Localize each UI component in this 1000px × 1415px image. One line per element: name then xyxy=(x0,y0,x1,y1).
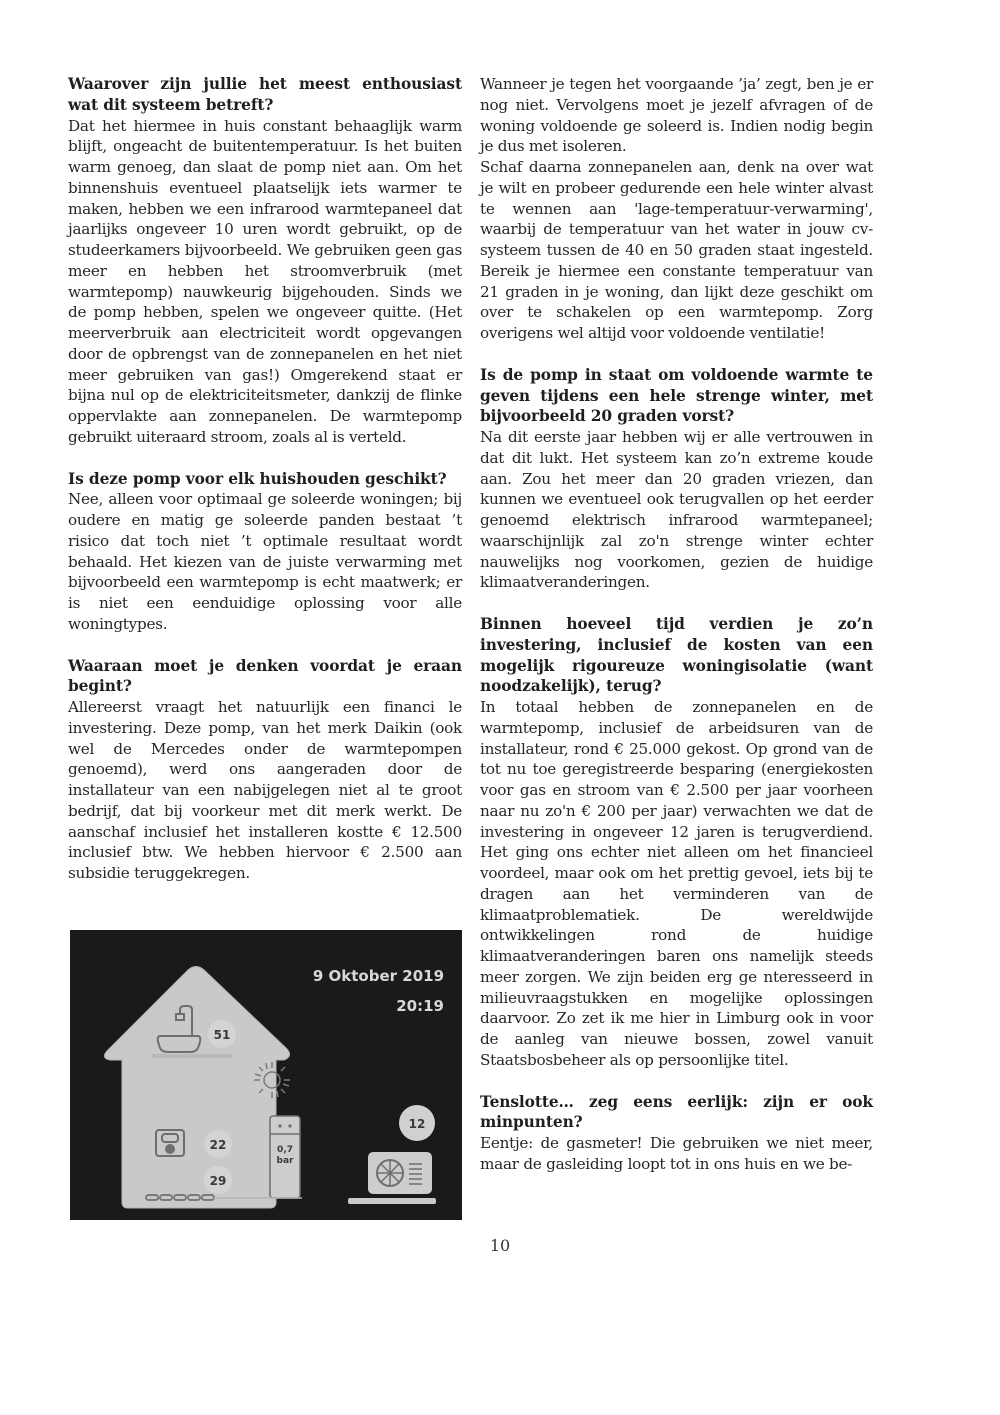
page-number: 10 xyxy=(489,1236,511,1255)
room-temp: 22 xyxy=(209,1138,227,1152)
outdoor-fan-unit-icon xyxy=(348,1152,436,1204)
intro-paragraph-1: Wanneer je tegen het voorgaande ’ja’ zegt, ben je er nog niet. Vervolgens moet je jezelf afvragen of de woning voldoende ge soleerd is. Indien nodig begin je dus met isoleren. xyxy=(480,75,873,156)
section-heading-before-start: Waaraan moet je denken voordat je eraan begint? xyxy=(68,656,462,696)
heat-pump-display-photo xyxy=(70,930,462,1220)
pressure-value: 0,7 xyxy=(277,1145,293,1155)
section-heading-strong-winter: Is de pomp in staat om voldoende warmte te geven tijdens een hele strenge winter, met bijvoorbeeld 20 graden vorst? xyxy=(480,365,873,426)
spacer xyxy=(68,635,462,656)
section-heading-suitability: Is deze pomp voor elk huishouden geschikt? xyxy=(68,469,447,488)
section-body-enthusiasm: Dat het hiermee in huis constant behaaglijk warm blijft, ongeacht de buitentemperatuur. Is het buiten warm genoeg, dan slaat de pomp niet aan. Om het binnenshuis eventueel plaatselijk iets warmer te maken, hebben we een infrarood warmtepaneel dat jaarlijks ongeveer 10 uren wordt gebruikt, op de studeerkamers bijvoorbeeld. We gebruiken geen gas meer en hebben het stroomverbruik (met warmtepomp) nauwkeurig bijgehouden. Sinds we de pomp hebben, spelen we ongeveer quitte. (Het meerverbruik aan electriciteit wordt opgevangen door de opbrengst van de zonnepanelen en het niet meer gebruiken van gas!) Omgerekend staat er bijna nul op de elektriciteitsmeter, dankzij de flinke oppervlakte aan zonnepanelen. De warmtepomp gebruikt uiteraard stroom, zoals al is verteld. xyxy=(68,116,462,446)
display-time: 20:19 xyxy=(396,997,444,1015)
spacer xyxy=(68,448,462,469)
spacer xyxy=(480,593,873,614)
hot-water-temp: 51 xyxy=(213,1028,231,1042)
flow-temp: 29 xyxy=(209,1174,227,1188)
right-column xyxy=(480,74,873,1175)
section-body-suitability: Nee, alleen voor optimaal ge soleerde woningen; bij oudere en matig ge soleerde panden bestaat ’t risico dat toch niet ’t optimale resultaat wordt behaald. Het kiezen van de juiste verwarming met bijvoorbeeld een warmtepomp is echt maatwerk; er is niet een eenduidige oplossing voor alle woningtypes. xyxy=(68,490,462,633)
intro-paragraph-2: Schaf daarna zonnepanelen aan, denk na over wat je wilt en probeer gedurende een hele winter alvast te wennen aan 'lage-temperatuur-verwarming', waarbij de temperatuur van het water in jouw cv-systeem tussen de 40 en 50 graden staat ingesteld. Bereik je hiermee een constante temperatuur van 21 graden in je woning, dan lijkt deze geschikt om over te schakelen op een warmtepomp. Zorg overigens wel altijd voor voldoende ventilatie! xyxy=(480,158,873,342)
section-body-before-start: Allereerst vraagt het natuurlijk een financi le investering. Deze pomp, van het merk Daikin (ook wel de Mercedes onder de warmtepompen genoemd), werd ons aangeraden door de installateur van een nabijgelegen niet al te groot bedrijf, dat bij voorkeur met dit merk werkt. De aanschaf inclusief het installeren kostte € 12.500 inclusief btw. We hebben hiervoor € 2.500 aan subsidie teruggekregen. xyxy=(68,698,462,882)
section-body-strong-winter: Na dit eerste jaar hebben wij er alle vertrouwen in dat dit lukt. Het systeem kan zo’n extreme koude aan. Zou het meer dan 20 graden vriezen, dan kunnen we eventueel ook terugvallen op het eerder genoemd elektrisch infrarood warmtepaneel; waarschijnlijk zal zo'n strenge winter echter nauwelijks nog voorkomen, gezien de huidige klimaatveranderingen. xyxy=(480,428,873,592)
section-heading-downsides: Tenslotte… zeg eens eerlijk: zijn er ook minpunten? xyxy=(480,1092,873,1132)
left-column xyxy=(68,74,462,884)
section-heading-payback: Binnen hoeveel tijd verdien je zo’n investering, inclusief de kosten van een mogelijk rigoureuze woningisolatie (want noodzakelijk), terug? xyxy=(480,615,873,696)
pressure-unit: bar xyxy=(276,1156,294,1166)
spacer xyxy=(480,344,873,365)
display-date: 9 Oktober 2019 xyxy=(312,967,444,985)
outdoor-temp: 12 xyxy=(408,1117,426,1131)
shelf xyxy=(152,1054,232,1058)
spacer xyxy=(480,1071,873,1092)
house-icon xyxy=(104,967,289,1209)
section-body-downsides: Eentje: de gasmeter! Die gebruiken we niet meer, maar de gasleiding loopt tot in ons huis en we be- xyxy=(480,1134,873,1173)
section-body-payback: In totaal hebben de zonnepanelen en de warmtepomp, inclusief de arbeidsuren van de installateur, rond € 25.000 gekost. Op grond van de tot nu toe geregistreerde besparing (energiekosten voor gas en stroom van € 2.500 per jaar voorheen naar nu zo'n € 200 per jaar) verwachten we dat de investering in ongeveer 12 jaren is terugverdiend. Het ging ons echter niet alleen om het financieel voordeel, maar ook om het prettig gevoel, iets bij te dragen aan het verminderen van de klimaatproblematiek. De wereldwijde ontwikkelingen rond de huidige klimaatveranderingen baren ons namelijk steeds meer zorgen. We zijn beiden erg ge nteresseerd in milieuvraagstukken en mogelijke oplossingen daarvoor. Zo zet ik me hier in Limburg ook in voor de aanleg van nieuwe bossen, zowel vanuit Staatsbosbeheer als op persoonlijke titel. xyxy=(480,698,873,1069)
section-heading-enthusiasm: Waarover zijn jullie het meest enthousiast wat dit systeem betreft? xyxy=(68,75,462,114)
